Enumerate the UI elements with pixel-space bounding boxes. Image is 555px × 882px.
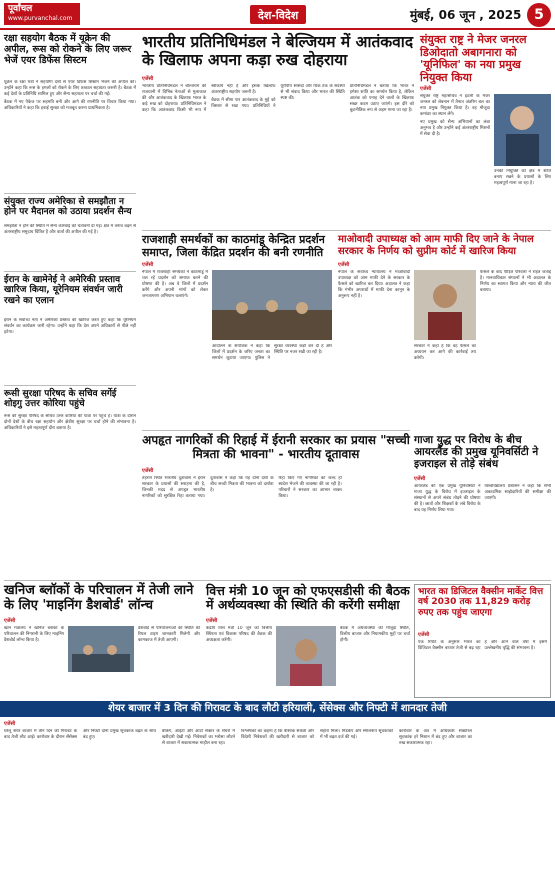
iran-body: तेहरान स्थित भारतीय दूतावास ने ईरान सरकार के प्रयासों की सराहना की है, जिनकी मदद से अपहृत भारतीय नागरिकों को सुरक्षित रिहा कराया गया। दूतावास ने कहा कि यह दोनों देशों के बीच सच्ची मित्रता की भावना को दर्शाता है। रिहा किए गए नागरिकों को जल्द ही स्वदेश भेजने की व्यवस्था की जा रही है। परिवारों ने सरकार का आभार व्यक्त किया।	[142, 476, 342, 499]
dateline: मुंबई, 06 जून , 2025	[410, 8, 522, 22]
un-body: संयुक्त राष्ट्र महासचिव ने इटली के मेजर जनरल को लेबनान में तैनात अंतरिम बल का नया प्रमुख नियुक्त किया है। वह मौजूदा कमांडर का स्थान लेंगे। नए प्रमुख को सैन्य अभियानों का लंबा अनुभव है और उन्होंने कई अंतरराष्ट्रीय मिशनों में सेवा दी है।	[420, 94, 490, 137]
market-body: घरेलू शेयर बाजार में तीन दिन की गिरावट के बाद तेजी लौट आई। कारोबार के दौरान सेंसेक्स और निफ्टी दोनों प्रमुख सूचकांक बढ़त के साथ बंद हुए। बैंकिंग, आईटी और ऑटो सेक्टर के शेयरों में खरीदारी देखी गई। निवेशकों का भरोसा लौटने से बाजार में सकारात्मक माहौल बना रहा। विश्लेषकों का कहना है कि वैश्विक संकेतों और विदेशी निवेशकों की खरीदारी से बाजार को सहारा मिला। मिडकैप और स्मॉलकैप सूचकांकों में भी बढ़त दर्ज की गई। कारोबार के अंत में अधिकांश सेक्टोरल सूचकांक हरे निशान में बंद हुए और बाजार का रुख सकारात्मक रहा।	[4, 729, 472, 746]
divider	[4, 385, 136, 386]
fm-headline: वित्त मंत्री 10 जून को एफएसडीसी की बैठक में अर्थव्यवस्था की स्थिति की करेंगी समीक्षा	[206, 583, 410, 613]
market-byline: एजेंसी	[4, 721, 16, 727]
court-body-2: फैसले के बाद पीड़ित परिवारों ने राहत जताई है। मानवाधिकार संगठनों ने भी अदालत के निर्णय का स्वागत किया और न्याय की जीत बताया।	[480, 270, 551, 293]
court-byline: एजेंसी	[338, 262, 350, 268]
mining-headline: खनिज ब्लॉकों के परिचालन में तेजी लाने के लिए 'माइनिंग डैशबोर्ड' लॉन्च	[4, 583, 194, 613]
left-body-3: ईरान के सर्वोच्च नेता ने अमेरिकी प्रस्ताव को खारिज करते हुए कहा कि यूरेनियम संवर्धन का कार्यक्रम जारी रहेगा। उन्होंने कहा कि देश अपने अधिकारों से पीछे नहीं हटेगा।	[4, 318, 136, 335]
belgium-byline: एजेंसी	[142, 76, 154, 82]
court-headline: माओवादी उपाध्यक्ष को आम माफी दिए जाने के नेपाल सरकार के निर्णय को सुप्रीम कोर्ट में खारिज किया	[338, 234, 534, 257]
belgium-body: भारतीय प्रतिनिधिमंडल ने बेल्जियम की राजधानी में विभिन्न नेताओं से मुलाकात की और आतंकवाद के खिलाफ भारत के कड़े रुख को दोहराया। प्रतिनिधिमंडल ने कहा कि आतंकवाद किसी भी रूप में स्वीकार्य नहीं है और इसके खिलाफ अंतरराष्ट्रीय सहयोग जरूरी है। बैठक में सीमा पार आतंकवाद के मुद्दे को विस्तार से रखा गया। प्रतिनिधियों ने यूरोपीय सांसदों और थिंक टैंक के सदस्यों से भी संवाद किया और भारत की स्थिति स्पष्ट की। प्रतिनिधिमंडल ने बताया कि भारत ने हमेशा शांति का समर्थन किया है, लेकिन आतंक को पनाह देने वालों के खिलाफ सख्त कदम उठाए जाएंगे। इस दौरे को कूटनीतिक रूप से अहम माना जा रहा है।	[142, 84, 414, 113]
fm-body-2: बैठक में अर्थव्यवस्था की मौजूदा स्थिति, वित्तीय बाजार और नियामकीय मुद्दों पर चर्चा होगी।	[340, 626, 410, 643]
un-officer-photo	[494, 94, 551, 166]
left-body-1: यूक्रेन के रक्षा मंत्री ने सहयोगी देशों से एयर डिफेंस सिस्टम भेजने की अपील की। उन्होंने कहा कि रूस के हमलों को रोकने के लिए तत्काल सहायता जरूरी है। बैठक में कई देशों के प्रतिनिधि शामिल हुए और सैन्य सहायता पर चर्चा की गई। बैठक में नए पैकेज पर सहमति बनी और आगे की रणनीति पर विचार किया गया। अधिकारियों ने कहा कि हवाई सुरक्षा को मजबूत करना प्राथमिकता है।	[4, 80, 136, 111]
fm-byline: एजेंसी	[206, 618, 218, 624]
court-body: नेपाल के सर्वोच्च न्यायालय ने माओवादी उपाध्यक्ष को आम माफी देने के सरकार के फैसले को खारिज कर दिया। अदालत ने कहा कि गंभीर अपराधों में माफी देना कानून के अनुरूप नहीं है।	[338, 270, 410, 299]
divider	[142, 230, 551, 231]
mining-byline: एजेंसी	[4, 618, 16, 624]
mining-body: खान मंत्रालय ने खनिज ब्लॉकों के परिचालन की निगरानी के लिए माइनिंग डैशबोर्ड लॉन्च किया है।	[4, 626, 64, 643]
vaccine-byline: एजेंसी	[418, 632, 430, 638]
court-person-photo	[414, 270, 476, 340]
left-headline-1: रक्षा सहयोग बैठक में यूक्रेन की अपील, रूस को रोकने के लिए जरूर भेजें एयर डिफेंस सिस्टम	[4, 33, 132, 66]
section-tag: देश-विदेश	[250, 5, 306, 24]
divider	[4, 580, 551, 581]
gaza-byline: एजेंसी	[414, 476, 426, 482]
divider	[4, 193, 136, 194]
newspaper-logo: पूर्वांचल www.purvanchal.com	[4, 3, 80, 25]
divider	[4, 271, 136, 272]
un-byline: एजेंसी	[420, 86, 432, 92]
mining-body-2: डैशबोर्ड से परियोजनाओं की स्थिति की रियल टाइम जानकारी मिलेगी और कामकाज में तेजी आएगी।	[138, 626, 200, 643]
un-headline: संयुक्त राष्ट्र ने मेजर जनरल डिओदातो अबागनारा को 'यूनिफिल' का नया प्रमुख नियुक्त किया	[420, 33, 527, 84]
nepal-protest-photo	[212, 270, 332, 340]
left-headline-2: संयुक्त राज्य अमेरिका से समझौता न होने पर मैदानल को उठाया प्रदर्शन सैन्य	[4, 197, 132, 218]
market-headline-bar: शेयर बाजार में 3 दिन की गिरावट के बाद लौटी हरियाली, सेंसेक्स और निफ्टी में शानदार तेजी	[0, 701, 555, 717]
court-body-3: सरकार ने कहा है कि वह फैसले का अध्ययन कर आगे की कार्रवाई तय करेगी।	[414, 344, 476, 361]
nepal-byline: एजेंसी	[142, 262, 154, 268]
nepal-body-2: आंदोलन के संयोजक ने कहा कि जिलों में प्रदर्शन के जरिए जनता का समर्थन जुटाया जाएगा। पुलिस ने सुरक्षा व्यवस्था कड़ी कर दी है और स्थिति पर नजर रखी जा रही है।	[212, 344, 332, 361]
iran-headline: अपहृत नागरिकों की रिहाई में ईरानी सरकार का प्रयास "सच्ची मित्रता की भावना" - भारतीय दूतावास	[142, 433, 410, 461]
un-body-2: उनकी नियुक्ति को क्षेत्र में शांति बनाए रखने के प्रयासों के लिए महत्वपूर्ण माना जा रहा है।	[494, 169, 551, 186]
fm-photo	[276, 626, 336, 686]
page-number: 5	[527, 3, 551, 27]
mining-event-photo	[68, 626, 134, 672]
left-body-4: रूस की सुरक्षा परिषद के सचिव उत्तर कोरिया की यात्रा पर पहुंचे हैं। यात्रा के दौरान दोनों देशों के बीच रक्षा सहयोग और क्षेत्रीय सुरक्षा पर चर्चा होने की संभावना है। अधिकारियों ने इसे महत्वपूर्ण दौरा बताया है।	[4, 414, 136, 431]
vaccine-headline: भारत का डिजिटल वैक्सीन मार्केट वित्त वर्ष 2030 तक 11,829 करोड़ रुपए तक पहुंच जाएगा	[418, 587, 544, 618]
fm-body: केंद्रीय वित्त मंत्री 10 जून को वित्तीय स्थिरता एवं विकास परिषद की बैठक की अध्यक्षता करेंगी।	[206, 626, 272, 643]
belgium-headline: भारतीय प्रतिनिधिमंडल ने बेल्जियम में आतंकवाद के खिलाफ अपना कड़ा रुख दोहराया	[142, 33, 414, 69]
nepal-body: नेपाल में राजशाही समर्थकों ने काठमांडू में चल रहे प्रदर्शन को समाप्त करने की घोषणा की है। अब वे जिलों में प्रदर्शन करेंगे और अपनी मांगों को लेकर जनजागरण अभियान चलाएंगे।	[142, 270, 208, 299]
left-body-2: समझौता न होने की स्थिति में सैन्य कार्रवाई की चेतावनी दी गई। क्षेत्र में तनाव बढ़ने से अंतरराष्ट्रीय समुदाय चिंतित है और वार्ता की अपील की गई है।	[4, 224, 136, 235]
vaccine-body: एक रिपोर्ट के अनुसार भारत का डिजिटल वैक्सीन बाजार तेजी से बढ़ रहा है और आने वाले वर्षों में इसमें उल्लेखनीय वृद्धि की संभावना है।	[418, 640, 547, 651]
left-headline-4: रूसी सुरक्षा परिषद के सचिव सर्गेई शोइगु उत्तर कोरिया पहुंचे	[4, 389, 117, 410]
left-headline-3: ईरान के खामेनेई ने अमेरिकी प्रस्ताव खारिज किया, यूरेनियम संवर्धन जारी रखने का एलान	[4, 275, 123, 306]
nepal-headline: राजशाही समर्थकों का काठमांडू केन्द्रित प्रदर्शन समाप्त, जिला केंद्रित प्रदर्शन की बनी रणनीति	[142, 233, 325, 259]
iran-byline: एजेंसी	[142, 468, 154, 474]
gaza-body: आयरलैंड की एक प्रमुख यूनिवर्सिटी ने गाजा युद्ध के विरोध में इजराइल के संस्थानों से अपने संबंध तोड़ने की घोषणा की है। छात्रों और शिक्षकों के लंबे विरोध के बाद यह निर्णय लिया गया। विश्वविद्यालय प्रशासन ने कहा कि सभी अकादमिक साझेदारियों की समीक्षा की जाएगी।	[414, 484, 551, 513]
divider	[142, 430, 410, 431]
gaza-headline: गाजा युद्ध पर विरोध के बीच आयरलैंड की प्रमुख यूनिवर्सिटी ने इजराइल से तोड़े संबंध	[414, 434, 539, 471]
